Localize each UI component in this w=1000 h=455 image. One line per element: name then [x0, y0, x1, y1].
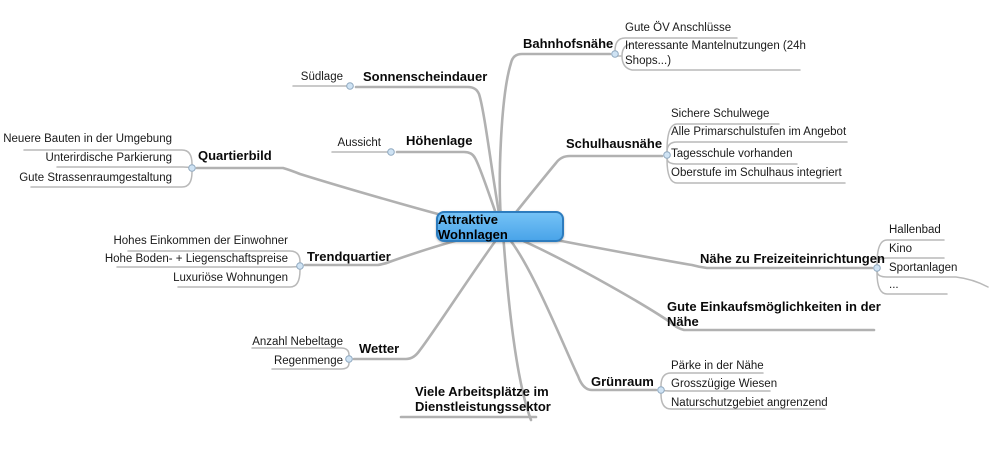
subtopic-hallenbad[interactable]: Hallenbad — [889, 224, 941, 236]
fold-handle-dot[interactable] — [664, 152, 671, 159]
branch-sonnenscheindauer[interactable]: Sonnenscheindauer — [363, 69, 488, 84]
branch-arbeitsplaetze[interactable]: Viele Arbeitsplätze im Dienstleistungssektor — [415, 384, 551, 415]
subtopic-kino[interactable]: Kino — [889, 243, 913, 255]
subtopic-paerke[interactable]: Pärke in der Nähe — [671, 360, 764, 372]
fold-handle-dot[interactable] — [347, 83, 354, 90]
subtopic-oberstufe[interactable]: Oberstufe im Schulhaus integriert — [671, 167, 842, 179]
subtopic-luxurioese-wohnungen[interactable]: Luxuriöse Wohnungen — [173, 272, 288, 284]
subtopic-weitere[interactable]: ... — [889, 279, 899, 291]
subtopic-nebeltage[interactable]: Anzahl Nebeltage — [252, 336, 343, 348]
branch-gruenraum[interactable]: Grünraum — [591, 374, 654, 389]
branch-hoehenlage[interactable]: Höhenlage — [406, 133, 473, 148]
branch-freizeiteinrichtungen[interactable]: Nähe zu Freizeiteinrichtungen — [700, 251, 885, 266]
branch-quartierbild[interactable]: Quartierbild — [198, 148, 272, 163]
branch-trendquartier[interactable]: Trendquartier — [307, 249, 391, 264]
subtopic-naturschutzgebiet[interactable]: Naturschutzgebiet angrenzend — [671, 397, 828, 409]
subtopic-regenmenge[interactable]: Regenmenge — [273, 355, 343, 367]
root-node[interactable]: Attraktive Wohnlagen — [436, 211, 564, 242]
subtopic-suedlage[interactable]: Südlage — [300, 71, 343, 83]
subtopic-gute-oev-anschluesse[interactable]: Gute ÖV Anschlüsse — [625, 22, 732, 34]
subtopic-aussicht[interactable]: Aussicht — [337, 137, 381, 149]
fold-handle-dot[interactable] — [346, 356, 353, 363]
branch-einkaufsmoeglichkeiten[interactable]: Gute Einkaufsmöglichkeiten in der Nähe — [667, 299, 881, 330]
branch-wetter[interactable]: Wetter — [359, 341, 400, 356]
fold-handle-dot[interactable] — [189, 165, 196, 172]
subtopic-wiesen[interactable]: Grosszügige Wiesen — [671, 378, 778, 390]
branch-bahnhofsnaehe[interactable]: Bahnhofsnähe — [523, 36, 614, 51]
subtopic-sportanlagen[interactable]: Sportanlagen — [889, 262, 958, 274]
subtopic-bodenpreise[interactable]: Hohe Boden- + Liegenschaftspreise — [104, 253, 288, 265]
subtopic-tagesschule[interactable]: Tagesschule vorhanden — [671, 148, 793, 160]
subtopic-primarschulstufen[interactable]: Alle Primarschulstufen im Angebot — [671, 126, 847, 138]
subtopic-neuere-bauten[interactable]: Neuere Bauten in der Umgebung — [3, 133, 172, 145]
fold-handle-dot[interactable] — [612, 51, 619, 58]
subtopic-parkierung[interactable]: Unterirdische Parkierung — [45, 152, 172, 164]
subtopic-sichere-schulwege[interactable]: Sichere Schulwege — [671, 108, 770, 120]
branch-schulhausnaehe[interactable]: Schulhausnähe — [566, 136, 663, 151]
subtopic-hohes-einkommen[interactable]: Hohes Einkommen der Einwohner — [113, 235, 288, 247]
subtopic-mantelnutzungen[interactable]: Interessante Mantelnutzungen (24h Shops...) — [625, 40, 806, 67]
fold-handle-dot[interactable] — [658, 387, 665, 394]
fold-handle-dot[interactable] — [388, 149, 395, 156]
fold-handle-dot[interactable] — [297, 263, 304, 270]
subtopic-strassenraum[interactable]: Gute Strassenraumgestaltung — [19, 172, 172, 184]
